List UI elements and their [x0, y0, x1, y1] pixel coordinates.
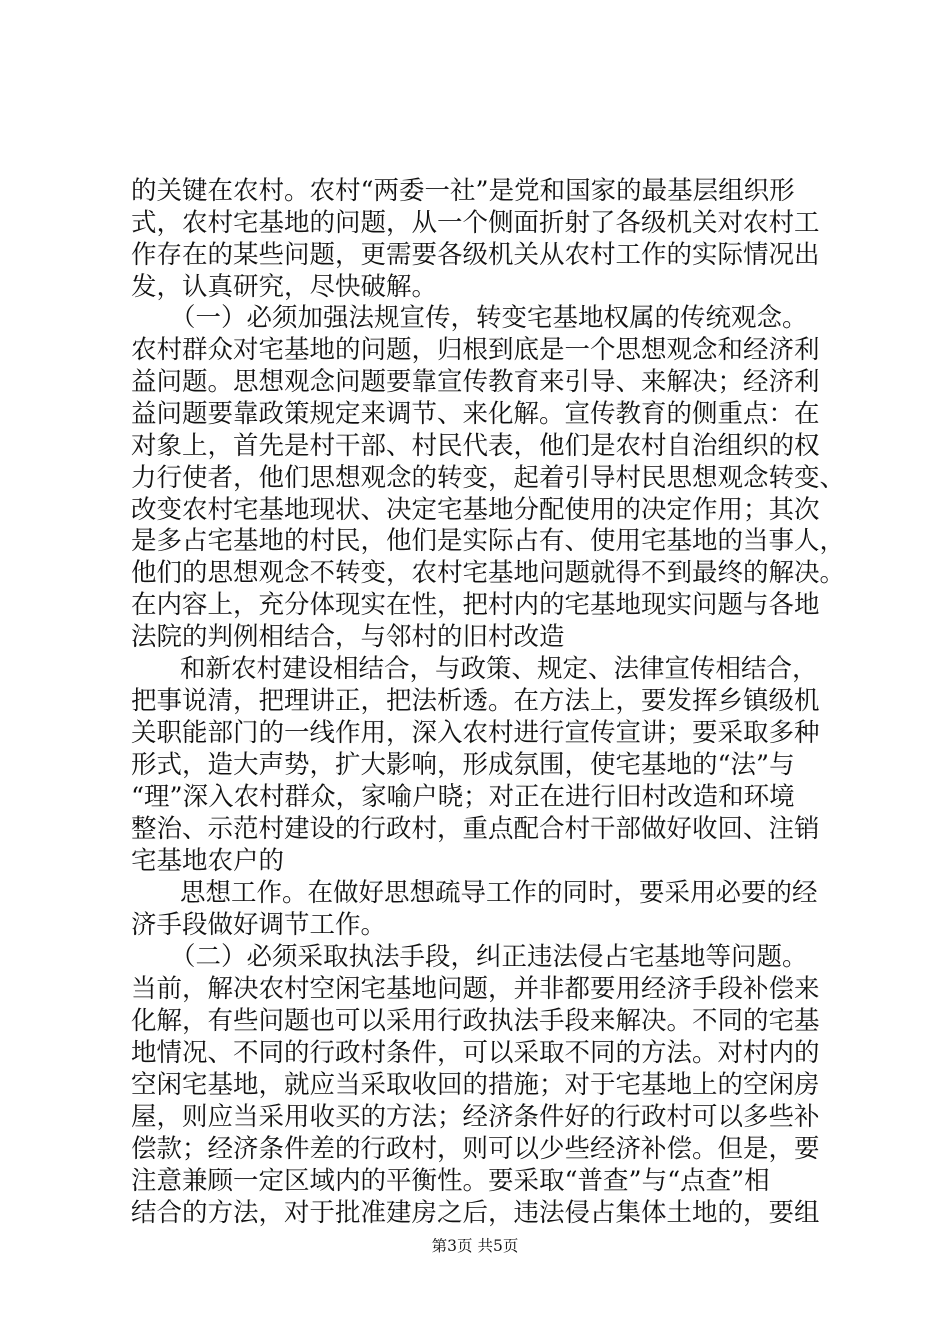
text-line: 对象上，首先是村干部、村民代表，他们是农村自治组织的权 [131, 431, 820, 461]
section-heading: （二）必须采取执法手段，纠正违法侵占宅基地等问题。 [170, 942, 808, 972]
text-line: 益问题要靠政策规定来调节、来化解。宣传教育的侧重点：在 [131, 399, 820, 429]
text-line: “理”深入农村群众，家喻户晓；对正在进行旧村改造和环境 [131, 782, 795, 812]
text-line: 作存在的某些问题，更需要各级机关从农村工作的实际情况出 [131, 240, 820, 270]
text-line: 地情况、不同的行政村条件，可以采取不同的方法。对村内的 [131, 1038, 820, 1068]
text-line: 把事说清，把理讲正，把法析透。在方法上，要发挥乡镇级机 [131, 686, 820, 716]
text-line: 和新农村建设相结合，与政策、规定、法律宣传相结合， [180, 654, 818, 684]
text-line: 改变农村宅基地现状、决定宅基地分配使用的决定作用；其次 [131, 495, 820, 525]
text-line: 的关键在农村。农村“两委一社”是党和国家的最基层组织形 [131, 176, 795, 206]
text-line: 发，认真研究，尽快破解。 [131, 272, 438, 302]
text-line: 济手段做好调节工作。 [131, 910, 387, 940]
text-line: 空闲宅基地，就应当采取收回的措施；对于宅基地上的空闲房 [131, 1070, 820, 1100]
text-line: 整治、示范村建设的行政村，重点配合村干部做好收回、注销 [131, 814, 820, 844]
text-line: 关职能部门的一线作用，深入农村进行宣传宣讲；要采取多种 [131, 718, 820, 748]
text-line: 力行使者，他们思想观念的转变，起着引导村民思想观念转变、 [131, 463, 846, 493]
text-line: 化解，有些问题也可以采用行政执法手段来解决。不同的宅基 [131, 1006, 820, 1036]
page-number: 第3页 共5页 [431, 1237, 519, 1255]
text-line: 他们的思想观念不转变，农村宅基地问题就得不到最终的解决。 [131, 558, 846, 588]
text-line: 思想工作。在做好思想疏导工作的同时，要采用必要的经 [180, 878, 818, 908]
text-line: 益问题。思想观念问题要靠宣传教育来引导、来解决；经济利 [131, 367, 820, 397]
text-line: 注意兼顾一定区域内的平衡性。要采取“普查”与“点查”相 [131, 1166, 770, 1196]
text-line: 农村群众对宅基地的问题，归根到底是一个思想观念和经济利 [131, 335, 820, 365]
text-line: 形式，造大声势，扩大影响，形成氛围，使宅基地的“法”与 [131, 750, 795, 780]
text-line: 宅基地农户的 [131, 846, 285, 876]
section-heading: （一）必须加强法规宣传，转变宅基地权属的传统观念。 [170, 303, 808, 333]
text-line: 法院的判例相结合，与邻村的旧村改造 [131, 622, 565, 652]
text-line: 当前，解决农村空闲宅基地问题，并非都要用经济手段补偿来 [131, 974, 820, 1004]
text-line: 是多占宅基地的村民，他们是实际占有、使用宅基地的当事人， [131, 526, 846, 556]
text-line: 式，农村宅基地的问题，从一个侧面折射了各级机关对农村工 [131, 208, 820, 238]
text-line: 屋，则应当采用收买的方法；经济条件好的行政村可以多些补 [131, 1102, 820, 1132]
text-line: 偿款；经济条件差的行政村，则可以少些经济补偿。但是，要 [131, 1134, 820, 1164]
text-line: 在内容上，充分体现实在性，把村内的宅基地现实问题与各地 [131, 590, 820, 620]
text-line: 结合的方法，对于批准建房之后，违法侵占集体土地的，要组 [131, 1198, 820, 1228]
